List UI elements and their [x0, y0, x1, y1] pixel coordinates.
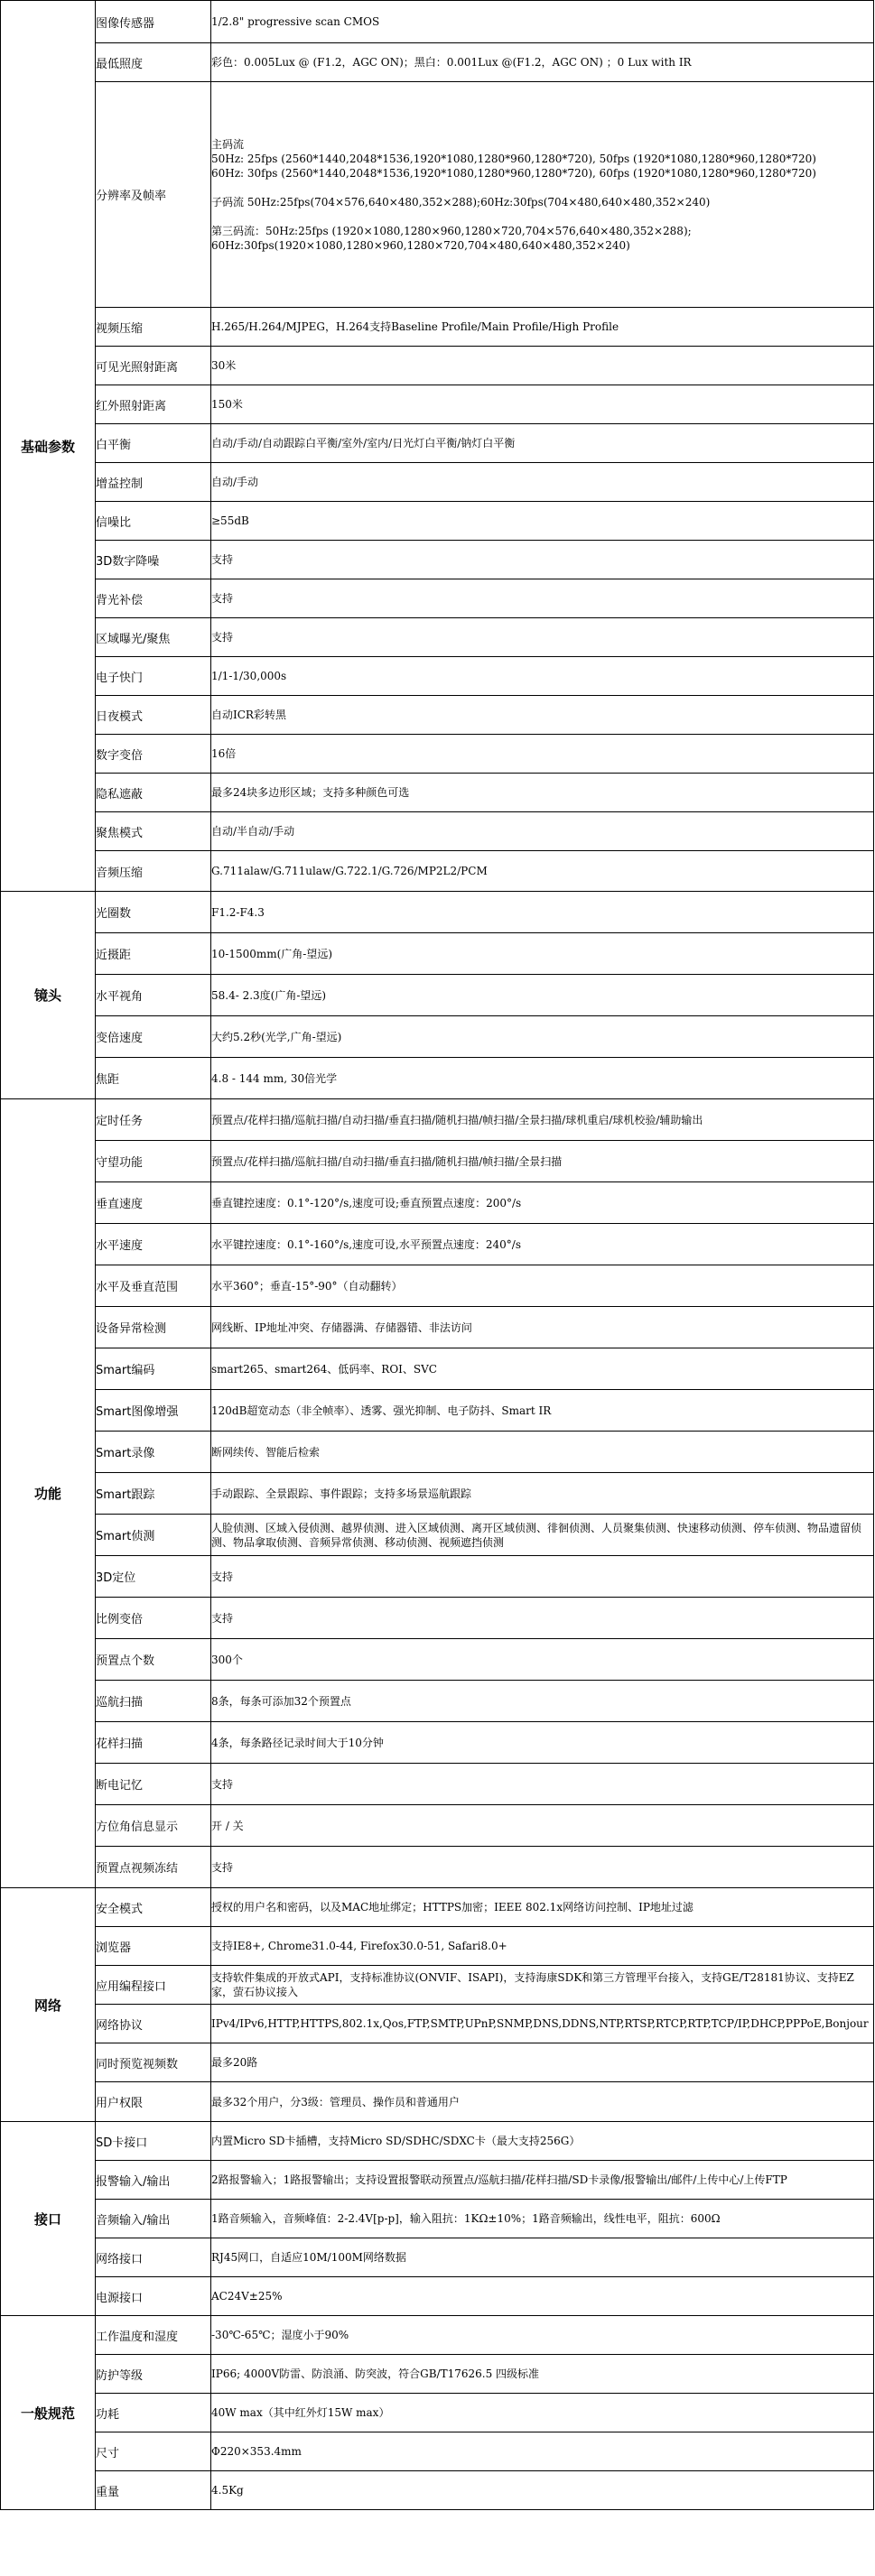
param-value: [211, 1182, 874, 1224]
param-value: [211, 2471, 874, 2510]
table-row: [1, 308, 874, 347]
param-value-line: 断网续传、智能后检索: [211, 1445, 321, 1459]
param-value-line: 内置Micro SD卡插槽，支持Micro SD/SDHC/SDXC卡（最大支持256G）: [211, 2135, 581, 2147]
param-value: [211, 2355, 874, 2394]
param-value: [211, 2082, 874, 2122]
param-value-line: 4.5Kg: [211, 2484, 244, 2497]
table-row: [1, 385, 874, 424]
table-row: [1, 1265, 874, 1307]
param-value-line: 150米: [211, 398, 243, 411]
param-value-line: 彩色：0.005Lux @ (F1.2，AGC ON)；黑白：0.001Lux @(F1.2，AGC ON) ；0 Lux with IR: [211, 56, 692, 69]
param-name: 光圈数: [96, 892, 211, 933]
param-value-line: 最多32个用户，分3级：管理员、操作员和普通用户: [211, 2095, 460, 2108]
param-value-line: AC24V±25%: [211, 2290, 283, 2303]
param-value-line: [211, 209, 873, 224]
table-row: [1, 1473, 874, 1515]
param-name: 电子快门: [96, 657, 211, 696]
table-row: [1, 2355, 874, 2394]
param-name: 水平及垂直范围: [96, 1265, 211, 1307]
param-value: [211, 2161, 874, 2200]
param-value-line: 1路音频输入，音频峰值：2-2.4V[p-p]，输入阻抗：1KΩ±10%；1路音频输出，线性电平，阻抗：600Ω: [211, 2212, 721, 2225]
table-row: [1, 82, 874, 308]
table-row: [1, 1432, 874, 1473]
param-value-line: F1.2-F4.3: [211, 905, 265, 919]
param-value: [211, 1390, 874, 1432]
param-value-line: 16倍: [211, 747, 237, 760]
table-row: [1, 2082, 874, 2122]
param-value: [211, 1432, 874, 1473]
param-name: 聚焦模式: [96, 812, 211, 851]
param-value: [211, 1515, 874, 1556]
param-value-line: 授权的用户名和密码，以及MAC地址绑定；HTTPS加密；IEEE 802.1x网络访问控制、IP地址过滤: [211, 1901, 693, 1913]
param-name: 音频压缩: [96, 851, 211, 892]
table-row: [1, 1556, 874, 1598]
param-value-line: 人脸侦测、区域入侵侦测、越界侦测、进入区域侦测、离开区域侦测、徘徊侦测、人员聚集侦测、快速移动侦测、停车侦测、物品遗留侦测、物品拿取侦测、音频异常侦测、移动侦测、视频遮挡侦测: [211, 1521, 862, 1549]
param-value: [211, 424, 874, 463]
param-value: [211, 1888, 874, 1927]
param-value: [211, 2200, 874, 2238]
param-name: 白平衡: [96, 424, 211, 463]
param-value: [211, 463, 874, 502]
param-name: 功耗: [96, 2394, 211, 2432]
param-value: [211, 1639, 874, 1681]
param-value: [211, 1556, 874, 1598]
param-name: 巡航扫描: [96, 1681, 211, 1722]
param-value: [211, 657, 874, 696]
param-value-line: 最多20路: [211, 2056, 258, 2069]
table-row: [1, 2005, 874, 2043]
table-row: [1, 1805, 874, 1847]
param-name: 区域曝光/聚焦: [96, 618, 211, 657]
table-row: [1, 812, 874, 851]
param-value: [211, 2238, 874, 2277]
table-row: [1, 1639, 874, 1681]
param-value-line: 开 / 关: [211, 1819, 244, 1832]
table-row: [1, 696, 874, 735]
param-name: 应用编程接口: [96, 1966, 211, 2005]
table-row: [1, 1888, 874, 1927]
param-value-line: 水平键控速度：0.1°-160°/s,速度可设,水平预置点速度：240°/s: [211, 1237, 521, 1251]
param-value-line: 支持: [211, 1777, 234, 1791]
param-value-line: RJ45网口，自适应10M/100M网络数据: [211, 2251, 406, 2264]
table-row: [1, 892, 874, 933]
param-name: SD卡接口: [96, 2122, 211, 2161]
table-row: [1, 502, 874, 541]
param-name: 垂直速度: [96, 1182, 211, 1224]
param-value: [211, 975, 874, 1016]
table-row: [1, 2122, 874, 2161]
param-value: [211, 2005, 874, 2043]
param-value-line: 手动跟踪、全景跟踪、事件跟踪；支持多场景巡航跟踪: [211, 1487, 472, 1500]
param-value-line: 60Hz:30fps(1920×1080,1280×960,1280×720,704×480,640×480,352×240): [211, 238, 630, 252]
param-name: 同时预览视频数: [96, 2043, 211, 2082]
param-name: 背光补偿: [96, 579, 211, 618]
param-name: 隐私遮蔽: [96, 774, 211, 812]
table-row: [1, 657, 874, 696]
param-name: 网络接口: [96, 2238, 211, 2277]
param-name: Smart图像增强: [96, 1390, 211, 1432]
table-row: [1, 424, 874, 463]
param-value: [211, 1058, 874, 1099]
param-value-line: 支持IE8+, Chrome31.0-44, Firefox30.0-51, Safari8.0+: [211, 1940, 507, 1952]
param-name: 预置点个数: [96, 1639, 211, 1681]
table-row: [1, 1141, 874, 1182]
param-value-line: ≥55dB: [211, 514, 249, 527]
param-name: 重量: [96, 2471, 211, 2510]
param-value-line: IPv4/IPv6,HTTP,HTTPS,802.1x,Qos,FTP,SMTP,UPnP,SNMP,DNS,DDNS,NTP,RTSP,RTCP,RTP,TCP/IP,DHCP,PPPoE,Bonjour: [211, 2017, 869, 2030]
param-value: [211, 1847, 874, 1888]
param-value-line: 支持: [211, 1860, 234, 1874]
param-value-line: 支持: [211, 1611, 234, 1625]
table-row: [1, 1348, 874, 1390]
param-value-line: Φ220×353.4mm: [211, 2445, 302, 2458]
param-name: 用户权限: [96, 2082, 211, 2122]
param-value-line: 2路报警输入；1路报警输出；支持设置报警联动预置点/巡航扫描/花样扫描/SD卡录像/报警输出/邮件/上传中心/上传FTP: [211, 2173, 787, 2186]
param-value: [211, 347, 874, 385]
param-value-line: 网线断、IP地址冲突、存储器满、存储器错、非法访问: [211, 1320, 472, 1334]
param-value-line: 1/2.8" progressive scan CMOS: [211, 15, 380, 28]
param-value-line: 支持: [211, 553, 234, 566]
param-value: [211, 1722, 874, 1764]
param-value: [211, 1764, 874, 1805]
param-value-line: 预置点/花样扫描/巡航扫描/自动扫描/垂直扫描/随机扫描/帧扫描/全景扫描: [211, 1154, 563, 1168]
table-row: [1, 1099, 874, 1141]
section-title: 接口: [1, 2122, 96, 2316]
param-name: 3D定位: [96, 1556, 211, 1598]
param-value: [211, 892, 874, 933]
param-value-line: 4条，每条路径记录时间大于10分钟: [211, 1736, 384, 1749]
table-row: [1, 2394, 874, 2432]
param-name: 尺寸: [96, 2432, 211, 2471]
table-row: [1, 1847, 874, 1888]
param-value: [211, 1307, 874, 1348]
param-name: 音频输入/输出: [96, 2200, 211, 2238]
table-row: [1, 43, 874, 82]
param-value: [211, 618, 874, 657]
param-value: [211, 1473, 874, 1515]
param-value-line: 支持: [211, 1570, 234, 1583]
param-name: 网络协议: [96, 2005, 211, 2043]
param-value: [211, 1681, 874, 1722]
param-value: [211, 2122, 874, 2161]
table-row: [1, 1182, 874, 1224]
param-value: [211, 1, 874, 43]
param-value: [211, 579, 874, 618]
param-name: 浏览器: [96, 1927, 211, 1966]
param-value-line: 预置点/花样扫描/巡航扫描/自动扫描/垂直扫描/随机扫描/帧扫描/全景扫描/球机重启/球机校验/辅助输出: [211, 1113, 703, 1126]
param-value-line: 垂直键控速度：0.1°-120°/s,速度可设;垂直预置点速度：200°/s: [211, 1196, 522, 1209]
param-value: [211, 1348, 874, 1390]
param-value-line: 自动ICR彩转黑: [211, 709, 286, 721]
param-name: 防护等级: [96, 2355, 211, 2394]
param-value-line: 最多24块多边形区域；支持多种颜色可选: [211, 786, 410, 799]
table-row: [1, 2471, 874, 2510]
table-row: [1, 2277, 874, 2316]
param-name: Smart编码: [96, 1348, 211, 1390]
param-name: 水平视角: [96, 975, 211, 1016]
table-row: [1, 735, 874, 774]
param-value-line: 第三码流：50Hz:25fps (1920×1080,1280×960,1280×720,704×576,640×480,352×288);: [211, 224, 692, 237]
table-row: [1, 1681, 874, 1722]
table-row: [1, 1390, 874, 1432]
param-value: [211, 1265, 874, 1307]
table-row: [1, 1224, 874, 1265]
table-row: [1, 2316, 874, 2355]
table-row: [1, 618, 874, 657]
param-name: 增益控制: [96, 463, 211, 502]
param-value: [211, 1016, 874, 1058]
param-value-line: 支持: [211, 631, 234, 644]
param-value-line: 300个: [211, 1653, 243, 1666]
param-value: [211, 308, 874, 347]
param-name: 3D数字降噪: [96, 541, 211, 579]
param-value: [211, 1805, 874, 1847]
param-value-line: 大约5.2秒(光学,广角-望远): [211, 1030, 342, 1043]
param-value: [211, 2316, 874, 2355]
param-value-line: 主码流: [211, 137, 245, 151]
table-row: [1, 774, 874, 812]
param-value: [211, 2043, 874, 2082]
param-name: 可见光照射距离: [96, 347, 211, 385]
param-name: 安全模式: [96, 1888, 211, 1927]
param-value-line: 自动/手动: [211, 476, 259, 488]
param-name: 变倍速度: [96, 1016, 211, 1058]
param-value: [211, 774, 874, 812]
param-name: 最低照度: [96, 43, 211, 82]
param-name: 设备异常检测: [96, 1307, 211, 1348]
param-name: 定时任务: [96, 1099, 211, 1141]
table-row: [1, 2200, 874, 2238]
param-name: 水平速度: [96, 1224, 211, 1265]
table-row: [1, 2238, 874, 2277]
param-value-line: 40W max（其中红外灯15W max）: [211, 2406, 390, 2419]
param-name: Smart侦测: [96, 1515, 211, 1556]
param-value-line: 支持软件集成的开放式API，支持标准协议(ONVIF、ISAPI)，支持海康SDK和第三方管理平台接入，支持GE/T28181协议、支持EZ家，萤石协议接入: [211, 1971, 854, 1998]
param-value-line: 10-1500mm(广角-望远): [211, 947, 333, 960]
param-value-line: 自动/手动/自动跟踪白平衡/室外/室内/日光灯白平衡/钠灯白平衡: [211, 437, 516, 449]
param-value: [211, 2277, 874, 2316]
param-value: [211, 385, 874, 424]
param-value: [211, 1927, 874, 1966]
param-name: 花样扫描: [96, 1722, 211, 1764]
param-value: [211, 1141, 874, 1182]
param-value-line: G.711alaw/G.711ulaw/G.722.1/G.726/MP2L2/PCM: [211, 865, 488, 877]
param-value-line: 1/1-1/30,000s: [211, 670, 287, 682]
table-row: [1, 2432, 874, 2471]
param-name: 图像传感器: [96, 1, 211, 43]
table-row: [1, 1598, 874, 1639]
table-row: [1, 2161, 874, 2200]
param-value-line: 50Hz: 25fps (2560*1440,2048*1536,1920*1080,1280*960,1280*720), 50fps (1920*1080,1280*960,1280*720): [211, 152, 816, 165]
param-name: 报警输入/输出: [96, 2161, 211, 2200]
param-name: 近摄距: [96, 933, 211, 975]
param-value: [211, 2394, 874, 2432]
param-value: [211, 43, 874, 82]
table-row: [1, 463, 874, 502]
param-value-line: H.265/H.264/MJPEG，H.264支持Baseline Profile/Main Profile/High Profile: [211, 320, 619, 333]
param-value: [211, 1224, 874, 1265]
table-row: [1, 1927, 874, 1966]
table-row: [1, 1307, 874, 1348]
section-title: 一般规范: [1, 2316, 96, 2510]
param-value-line: 支持: [211, 592, 234, 605]
param-name: 数字变倍: [96, 735, 211, 774]
table-row: [1, 1722, 874, 1764]
param-value-line: -30℃-65℃；湿度小于90%: [211, 2329, 349, 2341]
param-name: Smart跟踪: [96, 1473, 211, 1515]
section-title: 基础参数: [1, 1, 96, 892]
table-row: [1, 541, 874, 579]
param-name: 日夜模式: [96, 696, 211, 735]
param-value: [211, 82, 874, 308]
param-value: [211, 735, 874, 774]
param-name: 焦距: [96, 1058, 211, 1099]
param-value-line: 水平360°；垂直-15°-90°（自动翻转）: [211, 1279, 403, 1293]
table-row: [1, 933, 874, 975]
param-name: 红外照射距离: [96, 385, 211, 424]
param-name: 预置点视频冻结: [96, 1847, 211, 1888]
section-title: 网络: [1, 1888, 96, 2122]
param-value-line: 4.8 - 144 mm, 30倍光学: [211, 1071, 338, 1085]
param-value: [211, 851, 874, 892]
param-name: 比例变倍: [96, 1598, 211, 1639]
spec-table-body: [1, 1, 874, 2510]
param-name: 信噪比: [96, 502, 211, 541]
param-value-line: 自动/半自动/手动: [211, 825, 295, 838]
param-value-line: 120dB超宽动态（非全帧率）、透雾、强光抑制、电子防抖、Smart IR: [211, 1404, 552, 1417]
param-value-line: IP66; 4000V防雷、防浪涌、防突波，符合GB/T17626.5 四级标准: [211, 2368, 540, 2380]
param-value: [211, 1966, 874, 2005]
table-row: [1, 1016, 874, 1058]
param-value-line: 58.4- 2.3度(广角-望远): [211, 988, 327, 1002]
param-value-line: 8条，每条可添加32个预置点: [211, 1694, 351, 1708]
section-title: 镜头: [1, 892, 96, 1099]
param-value: [211, 1598, 874, 1639]
param-name: 工作温度和湿度: [96, 2316, 211, 2355]
table-row: [1, 347, 874, 385]
table-row: [1, 1058, 874, 1099]
param-value-line: 30米: [211, 359, 237, 372]
param-name: 分辨率及帧率: [96, 82, 211, 308]
param-value: [211, 1099, 874, 1141]
table-row: [1, 851, 874, 892]
param-name: 方位角信息显示: [96, 1805, 211, 1847]
param-name: 电源接口: [96, 2277, 211, 2316]
param-name: 视频压缩: [96, 308, 211, 347]
param-value: [211, 502, 874, 541]
table-row: [1, 1966, 874, 2005]
table-row: [1, 579, 874, 618]
param-name: 守望功能: [96, 1141, 211, 1182]
table-row: [1, 975, 874, 1016]
param-value: [211, 541, 874, 579]
param-value: [211, 696, 874, 735]
param-value: [211, 2432, 874, 2471]
param-value: [211, 933, 874, 975]
param-value-line: smart265、smart264、低码率、ROI、SVC: [211, 1362, 437, 1376]
param-value-line: 60Hz: 30fps (2560*1440,2048*1536,1920*1080,1280*960,1280*720), 60fps (1920*1080,1280*960,1280*720): [211, 166, 816, 180]
param-name: Smart录像: [96, 1432, 211, 1473]
param-value-line: 子码流 50Hz:25fps(704×576,640×480,352×288);60Hz:30fps(704×480,640×480,352×240): [211, 195, 711, 208]
param-value: [211, 812, 874, 851]
param-value-line: [211, 181, 873, 195]
table-row: [1, 2043, 874, 2082]
table-row: [1, 1, 874, 43]
table-row: [1, 1764, 874, 1805]
table-row: [1, 1515, 874, 1556]
section-title: 功能: [1, 1099, 96, 1888]
param-name: 断电记忆: [96, 1764, 211, 1805]
